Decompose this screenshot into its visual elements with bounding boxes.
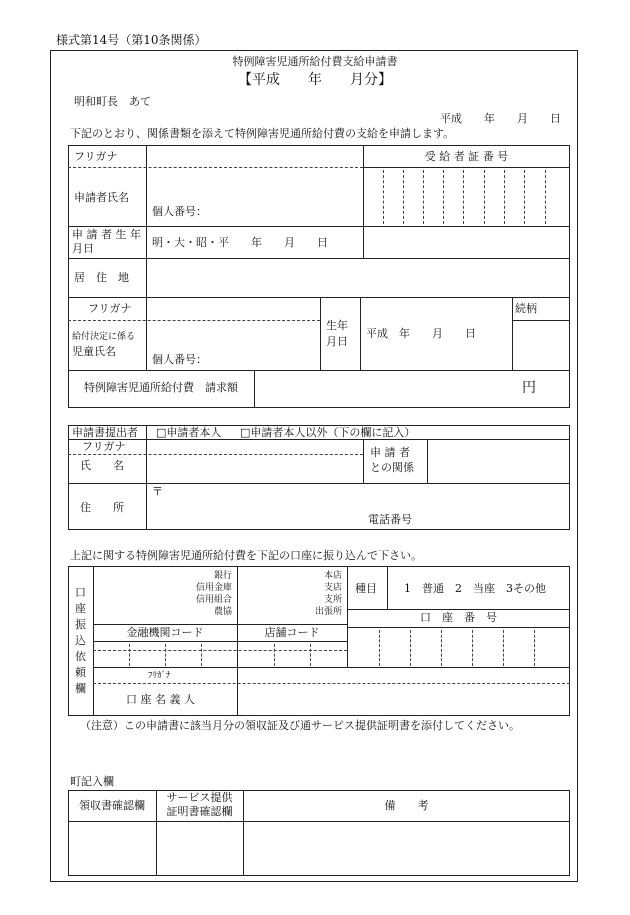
addressee: 明和町長 あて xyxy=(74,95,151,108)
applicant-table xyxy=(68,145,570,408)
furigana-label: フリガナ xyxy=(74,150,118,163)
side-label-2: 振 xyxy=(75,618,86,631)
yen-label: 円 xyxy=(522,380,536,396)
side-label-4: 依 xyxy=(75,650,86,663)
branch-type-1: 支店 xyxy=(323,583,342,593)
birth-short-1: 生年 xyxy=(326,319,348,332)
option-other[interactable]: □申請者本人以外（下の欄に記入） xyxy=(240,426,416,439)
remarks-label: 備 考 xyxy=(384,799,429,812)
type-label: 種目 xyxy=(355,582,377,595)
personal-no-label: 個人番号： xyxy=(152,205,207,218)
bank-type-3: 農協 xyxy=(213,607,232,617)
note-text: （注意）この申請書に該当月分の領収証及び通サービス提供証明書を添付してください。 xyxy=(80,719,520,732)
submitter-name-label: 氏 名 xyxy=(80,459,124,472)
branch-type-2: 支所 xyxy=(323,595,342,605)
furigana2-label: フリガナ xyxy=(88,302,132,315)
claim-label: 特例障害児通所給付費 請求額 xyxy=(84,381,238,394)
relation-label: 続柄 xyxy=(515,302,537,315)
submitter-furigana-label: フリガナ xyxy=(82,440,126,453)
branch-type-3: 出張所 xyxy=(314,607,342,617)
form-title: 特例障害児通所給付費支給申請書 xyxy=(232,55,398,68)
town-section-label: 町記入欄 xyxy=(70,775,114,788)
service-check-label-1: サービス提供 xyxy=(166,791,233,804)
bank-intro: 上記に関する特例障害児通所給付費を下記の口座に振り込んで下さい。 xyxy=(70,549,422,562)
holder-label: 口 座 名 義 人 xyxy=(126,693,195,706)
holder-furigana-label: ﾌﾘｶﾞﾅ xyxy=(148,671,171,681)
form-number: 様式第14号（第10条関係） xyxy=(56,33,207,47)
branch-code-label: 店舗コード xyxy=(264,626,320,639)
intro-text: 下記のとおり、関係書類を添えて特例障害児通所給付費の支給を申請します。 xyxy=(70,127,455,140)
recipient-cert-no-label: 受 給 者 証 番 号 xyxy=(424,150,509,163)
phone-label: 電話番号 xyxy=(368,513,412,526)
birth-label-2: 月日 xyxy=(72,242,94,255)
relation-label-1: 申 請 者 xyxy=(370,446,410,459)
child-label-small: 給付決定に係る xyxy=(72,332,136,342)
side-label-5: 頼 xyxy=(75,666,86,679)
birth-short-2: 月日 xyxy=(326,335,348,348)
submitter-label: 申請書提出者 xyxy=(72,426,138,439)
birth-era: 明・大・昭・平 年 月 日 xyxy=(152,236,328,249)
side-label-0: 口 xyxy=(75,586,86,599)
bank-type-0: 銀行 xyxy=(213,571,232,581)
branch-type-0: 本店 xyxy=(323,571,342,581)
child-personal-no-label: 個人番号： xyxy=(152,353,207,366)
form-period: 【平成 年 月分】 xyxy=(238,72,392,88)
bank-type-2: 信用組合 xyxy=(195,595,232,605)
child-name-label: 児童氏名 xyxy=(72,345,116,358)
service-check-label-2: 証明書確認欄 xyxy=(166,805,233,818)
date-line: 平成 年 月 日 xyxy=(440,112,561,125)
receipt-check-label: 領収書確認欄 xyxy=(79,799,145,812)
option-self[interactable]: □申請者本人 xyxy=(156,426,222,439)
submitter-table xyxy=(68,425,570,530)
side-label-1: 座 xyxy=(75,602,86,615)
child-birth: 平成 年 月 日 xyxy=(366,327,476,340)
relation-label-2: との関係 xyxy=(370,461,414,474)
address-label: 居 住 地 xyxy=(74,271,129,284)
side-label-3: 込 xyxy=(75,634,86,647)
bank-code-label: 金融機関コード xyxy=(126,626,204,639)
postal-mark: 〒 xyxy=(152,485,163,498)
applicant-name-label: 申請者氏名 xyxy=(74,191,129,204)
account-no-label: 口 座 番 号 xyxy=(420,611,497,624)
side-label-6: 欄 xyxy=(75,682,86,695)
submitter-address-label: 住 所 xyxy=(80,501,124,514)
birth-label-1: 申 請 者 生 年 xyxy=(72,228,141,241)
bank-type-1: 信用金庫 xyxy=(195,583,232,593)
type-options: 1 普通 2 当座 3その他 xyxy=(404,582,546,595)
